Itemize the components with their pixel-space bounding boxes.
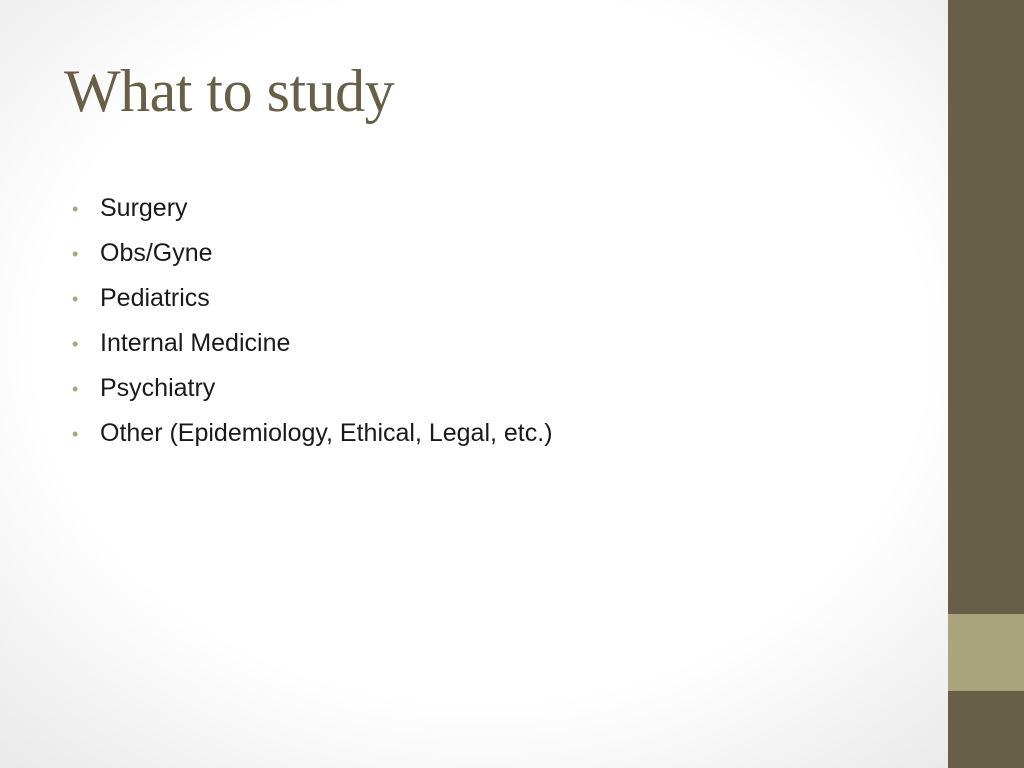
bullet-text: Surgery [100,194,188,222]
bullet-item [72,186,553,231]
bullet-icon: • [72,333,79,354]
bullet-item [72,411,553,456]
bullet-item [72,276,553,321]
bullet-icon: • [72,198,79,219]
bullet-icon: • [72,423,79,444]
slide-title: What to study [64,58,395,124]
bullet-list [72,186,553,456]
bullet-icon: • [72,288,79,309]
bullet-text: Other (Epidemiology, Ethical, Legal, etc.) [100,419,553,447]
side-accent-block [948,614,1024,691]
bullet-item [72,321,553,366]
bullet-text: Internal Medicine [100,329,291,357]
bullet-text: Pediatrics [100,284,210,312]
bullet-text: Obs/Gyne [100,239,213,267]
bullet-item [72,366,553,411]
bullet-text: Psychiatry [100,374,216,402]
bullet-icon: • [72,243,79,264]
bullet-icon: • [72,378,79,399]
bullet-item [72,231,553,276]
